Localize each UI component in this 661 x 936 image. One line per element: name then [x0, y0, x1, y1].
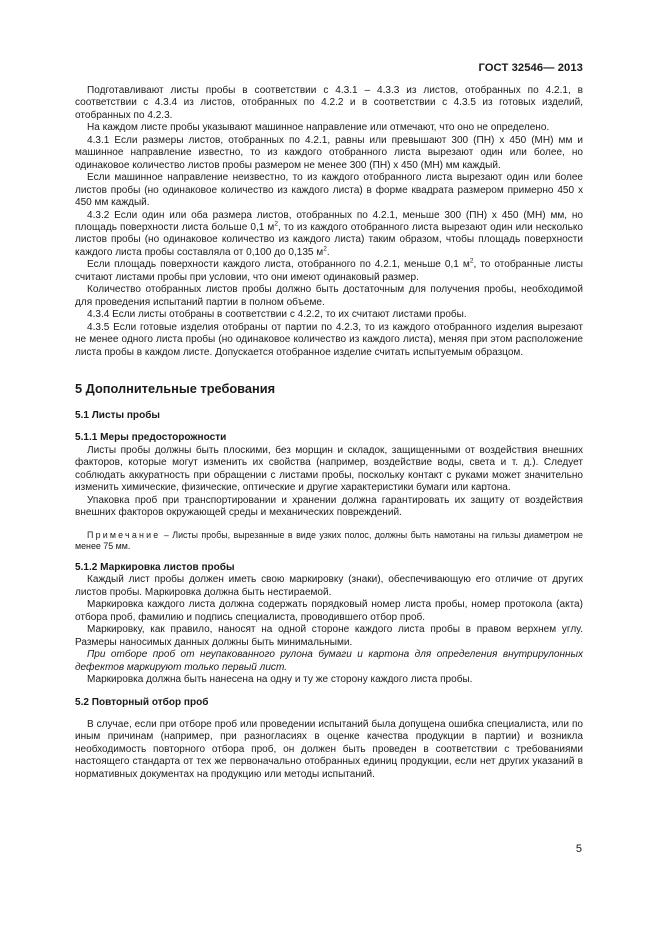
section-5-1-1-title: 5.1.1 Меры предосторожности [75, 432, 227, 444]
paragraph-5-1-2-a: Каждый лист пробы должен иметь свою маркировку (знаки), обеспечивающую его отличие от других листов пробы. Маркировка должна быть нестираемой. [75, 574, 583, 598]
paragraph-5-1-2-d: Маркировка должна быть нанесена на одну и ту же сторону каждого листа пробы. [87, 674, 473, 686]
paragraph-5-1-2-c: Маркировку, как правило, наносят на одной стороне каждого листа пробы в правом верхнем углу. Размеры наносимых данных должны быть минимальными. [75, 624, 583, 648]
text-fragment: . [326, 246, 330, 258]
superscript: 2 [323, 245, 327, 253]
section-5-1-title: 5.1 Листы пробы [75, 409, 160, 421]
superscript: 2 [469, 258, 474, 265]
paragraph-machine-direction: На каждом листе пробы указывают машинное направление или отмечают, что оно не определено. [87, 122, 550, 134]
text-fragment: Если площадь поверхности каждого листа, отобранного по 4.2.1, меньше 0,1 м [87, 259, 470, 271]
paragraph-5-1-1-a: Листы пробы должны быть плоскими, без морщин и складок, защищенными от воздействия внешних факторов, которые могут изменить их свойства (например, воздействие воды, света и т. д.). Следует соблюдать аккуратность при обращении с листами пробы, поскольку контакт с руками может значительно изменить химические, физические, оптические и другие характеристики бумаги или картона. [75, 444, 583, 494]
note [75, 530, 583, 552]
paragraph-4-3-2 [75, 210, 583, 260]
text-fragment: 4.3.2 Если один или оба размера листов, отобранных по 4.2.1, меньше 300 (ПН) х 450 (МН) мм, но площадь поверхности листа больше 0,1 м [75, 209, 583, 233]
paragraph-5-2: В случае, если при отборе проб или проведении испытаний была допущена ошибка специалиста, или по иным причинам (например, при разногласиях в оценке качества продукции в партии) и возникла необходимость повторного отбора проб, он должен быть проведен в соответствии с требованиями настоящего стандарта от тех же первоначально отобранных единиц продукции, если нет других указаний в нормативных документах на продукцию или методы испытаний. [75, 718, 583, 780]
section-5-1-2-title: 5.1.2 Маркировка листов пробы [75, 562, 235, 573]
paragraph-prepare-sheets: Подготавливают листы пробы в соответствии с 4.3.1 – 4.3.3 из листов, отобранных по 4.2.1, в соответствии с 4.3.4 из листов, отобранных по 4.2.2 и в соответствии с 4.3.5 из готовых изделий, отобранных по 4.2.3. [75, 85, 583, 121]
paragraph-quantity: Количество отобранных листов пробы должно быть достаточным для получения пробы, необходимой для проведения испытаний партии в полном объеме. [75, 284, 583, 308]
page-number: 5 [575, 843, 582, 855]
note-text: – Листы пробы, вырезанные в виде узких полос, должны быть намотаны на гильзы диаметром не менее 75 мм. [75, 529, 583, 551]
section-5-title: 5 Дополнительные требования [75, 380, 276, 396]
section-5-2-title: 5.2 Повторный отбор проб [75, 696, 209, 708]
paragraph-4-3-1: 4.3.1 Если размеры листов, отобранных по 4.2.1, равны или превышают 300 (ПН) х 450 (МН) мм и машинное направление известно, то из каждого отобранного листа вырезают один или более, но одинаковое количество листов пробы размером не менее 300 (ПН) х 450 (МН) мм каждый. [75, 134, 583, 171]
page-content [75, 85, 583, 781]
text-fragment: , то отобранные листы считают листами пробы при условии, что они имеют одинаковый размер. [75, 259, 583, 283]
paragraph-small-area [75, 259, 583, 284]
paragraph-4-3-4: 4.3.4 Если листы отобраны в соответствии с 4.2.2, то их считают листами пробы. [87, 309, 467, 321]
paragraph-5-1-2-b: Маркировка каждого листа должна содержать порядковый номер листа пробы, номер протокола (акта) отбора проб, фамилию и подпись специалиста, проводившего отбор проб. [75, 599, 583, 623]
text-fragment: , то из каждого отобранного листа вырезают один или несколько листов пробы (но одинаковое количество из каждого листа) таким образом, чтобы площадь поверхности каждого листа пробы составляла от 0,100 до 0,135 м [75, 221, 584, 258]
note-label: Примечание [87, 529, 161, 540]
paragraph-md-unknown: Если машинное направление неизвестно, то из каждого отобранного листа вырезают один или более листов пробы (но одинаковое количество из каждого листа) в форме квадрата размером примерно 450 х 450 мм каждый. [75, 172, 583, 209]
standard-header: ГОСТ 32546— 2013 [478, 62, 583, 74]
paragraph-5-1-2-italic: При отборе проб от неупакованного рулона бумаги и картона для определения внутрирулонных дефектов маркируют только первый лист. [75, 649, 583, 673]
paragraph-4-3-5: 4.3.5 Если готовые изделия отобраны от партии по 4.2.3, то из каждого отобранного изделия вырезают не менее одного листа пробы (но одинаковое количество из каждого листа), меняя при этом расположение листа пробы в каждом листе. Допускается отобранное изделие считать испытуемым образцом. [75, 321, 583, 358]
paragraph-5-1-1-b: Упаковка проб при транспортировании и хранении должна гарантировать их защиту от воздействия внешних факторов окружающей среды и механических повреждений. [75, 494, 583, 519]
superscript: 2 [274, 220, 278, 228]
